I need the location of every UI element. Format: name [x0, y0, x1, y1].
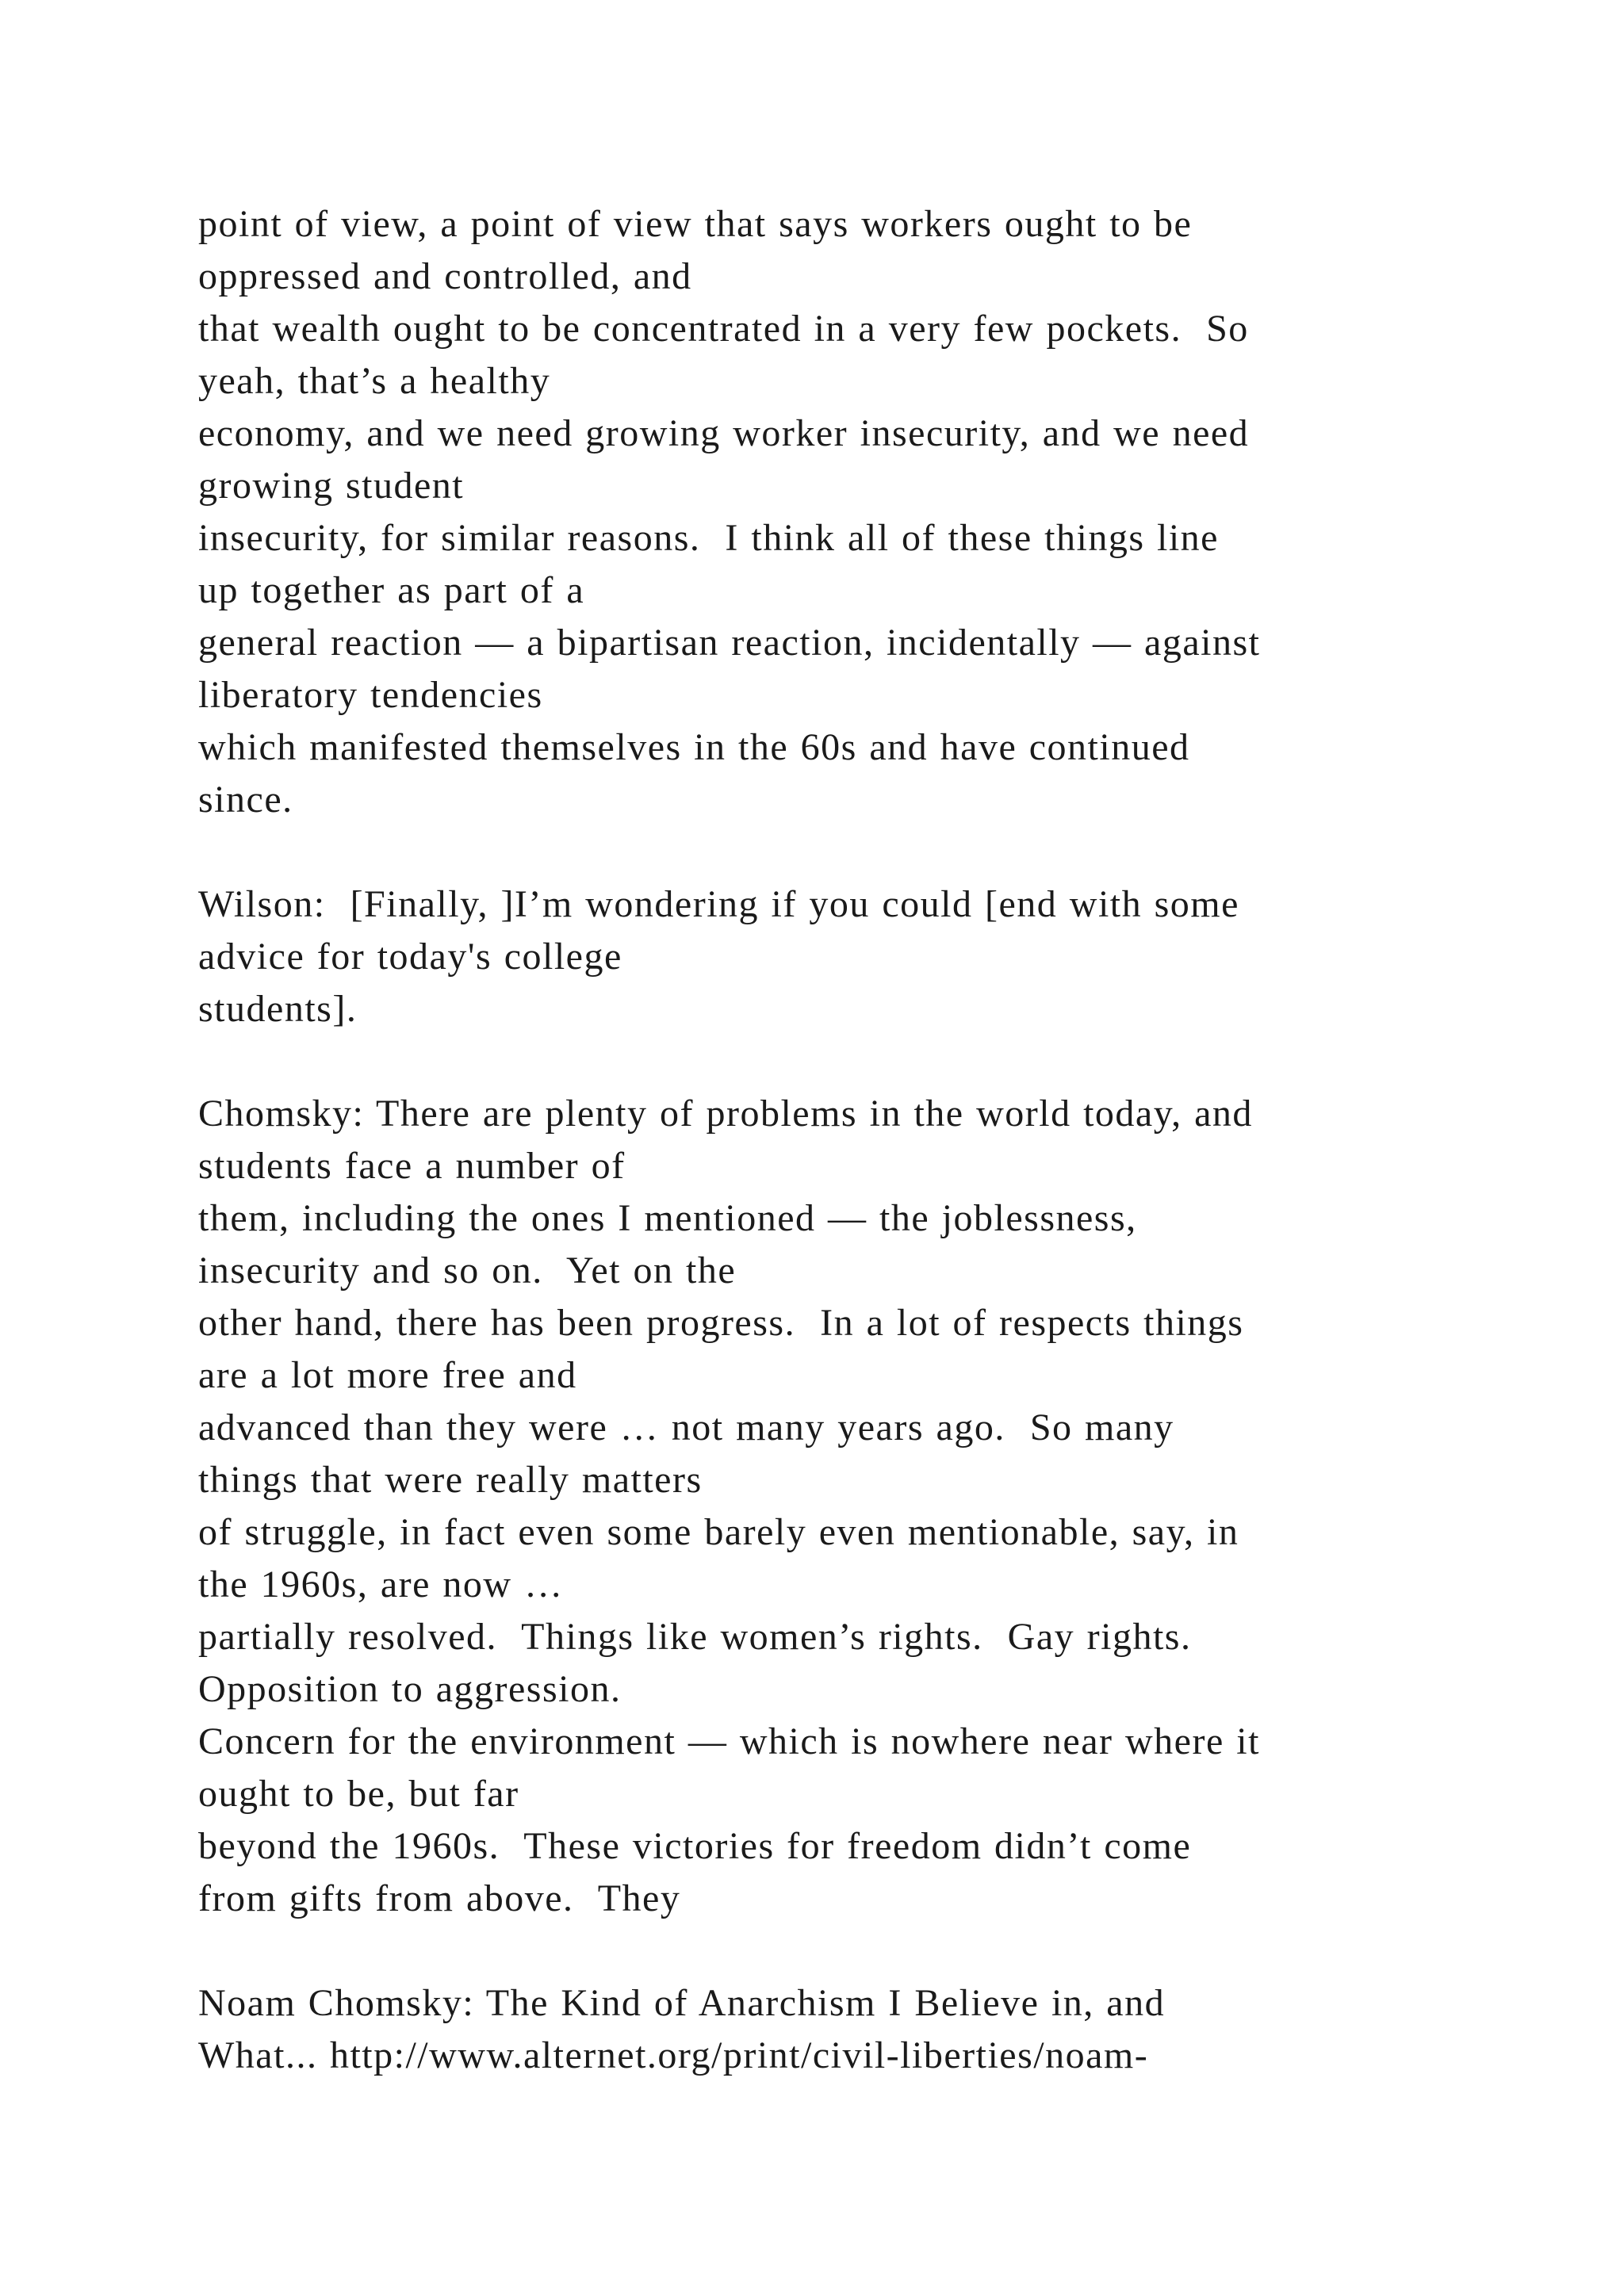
text-line: yeah, that’s a healthy [198, 360, 551, 402]
text-line: Concern for the environment — which is nowhere near where it [198, 1720, 1260, 1762]
text-line: that wealth ought to be concentrated in a very few pockets. So [198, 308, 1249, 350]
text-line: insecurity, for similar reasons. I think all of these things line [198, 517, 1219, 559]
text-line: advice for today's college [198, 936, 622, 978]
text-line: partially resolved. Things like women’s rights. Gay rights. [198, 1616, 1192, 1658]
text-line: the 1960s, are now … [198, 1563, 564, 1605]
text-line: beyond the 1960s. These victories for freedom didn’t come [198, 1825, 1192, 1867]
paragraph-chomsky-answer [198, 1088, 1507, 1925]
text-line: from gifts from above. They [198, 1877, 681, 1919]
text-line: general reaction — a bipartisan reaction, incidentally — against [198, 622, 1261, 664]
paragraph-spacer [198, 1925, 1507, 1977]
text-line: insecurity and so on. Yet on the [198, 1249, 737, 1292]
page-footer-source [198, 1977, 1507, 2082]
text-line: Wilson: [Finally, ]I’m wondering if you could [end with some [198, 883, 1239, 925]
source-url-line: What... http://www.alternet.org/print/civil-liberties/noam- [198, 2034, 1149, 2076]
text-line: other hand, there has been progress. In a lot of respects things [198, 1302, 1244, 1344]
text-line: liberatory tendencies [198, 674, 543, 716]
source-title-line: Noam Chomsky: The Kind of Anarchism I Believe in, and [198, 1982, 1166, 2024]
document-text [198, 198, 1507, 2082]
text-line: economy, and we need growing worker insecurity, and we need [198, 412, 1250, 454]
text-line: Chomsky: There are plenty of problems in the world today, and [198, 1093, 1253, 1135]
text-line: which manifested themselves in the 60s and have continued [198, 726, 1190, 768]
text-line: students]. [198, 988, 358, 1030]
text-line: up together as part of a [198, 569, 585, 611]
text-line: growing student [198, 465, 465, 507]
text-line: of struggle, in fact even some barely even mentionable, say, in [198, 1511, 1239, 1553]
text-line: ought to be, but far [198, 1773, 519, 1815]
paragraph-spacer [198, 826, 1507, 878]
text-line: since. [198, 779, 293, 821]
text-line: point of view, a point of view that says workers ought to be [198, 203, 1193, 245]
text-line: oppressed and controlled, and [198, 255, 692, 297]
text-line: things that were really matters [198, 1459, 703, 1501]
paragraph-spacer [198, 1035, 1507, 1088]
text-line: students face a number of [198, 1145, 626, 1187]
paragraph-wilson-question [198, 878, 1507, 1035]
paragraph-economy [198, 198, 1507, 826]
text-line: Opposition to aggression. [198, 1668, 622, 1710]
text-line: advanced than they were … not many years ago. So many [198, 1406, 1174, 1448]
text-line: are a lot more free and [198, 1354, 577, 1396]
text-line: them, including the ones I mentioned — the joblessness, [198, 1197, 1137, 1239]
